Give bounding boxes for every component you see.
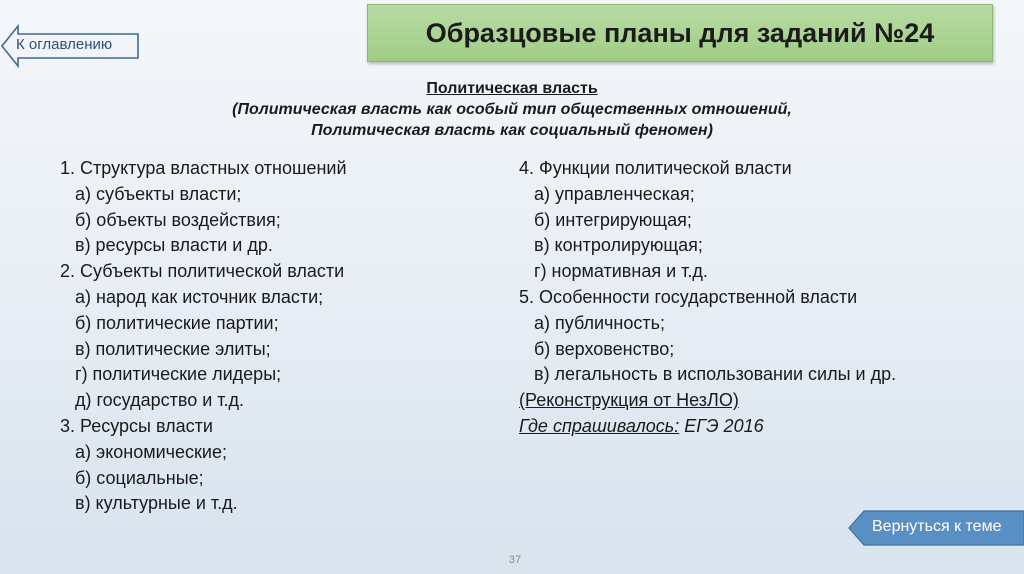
plan-subpoint: б) интегрирующая; bbox=[534, 209, 692, 230]
topic-line-2: Политическая власть как социальный феномен) bbox=[311, 122, 713, 139]
plan-subpoint: д) государство и т.д. bbox=[75, 390, 245, 411]
plan-subpoint: а) экономические; bbox=[75, 441, 227, 462]
plan-point: 1. Структура властных отношений bbox=[60, 158, 347, 178]
topic-header bbox=[150, 78, 874, 141]
plan-point: 2. Субъекты политической власти bbox=[60, 261, 345, 282]
plan-subpoint: б) политические партии; bbox=[75, 312, 279, 333]
plan-subpoint: в) культурные и т.д. bbox=[75, 493, 238, 514]
plan-subpoint: а) публичность; bbox=[534, 312, 665, 333]
exam-source-value: ЕГЭ 2016 bbox=[679, 415, 764, 436]
plan-subpoint: в) легальность в использовании силы и др. bbox=[534, 364, 897, 385]
topic-line-1: (Политическая власть как особый тип общественных отношений, bbox=[232, 101, 792, 118]
plan-subpoint: а) народ как источник власти; bbox=[75, 286, 324, 307]
reconstruction-credit: (Реконструкция от НезЛО) bbox=[519, 390, 739, 411]
return-to-topic-button[interactable] bbox=[848, 510, 1024, 546]
back-to-contents-label: К оглавлению bbox=[16, 36, 113, 53]
plan-subpoint: в) ресурсы власти и др. bbox=[75, 235, 273, 256]
plan-subpoint: в) контролирующая; bbox=[534, 235, 703, 256]
plan-point: 5. Особенности государственной власти bbox=[519, 286, 858, 307]
plan-subpoint: а) управленческая; bbox=[534, 183, 695, 204]
plan-subpoint: б) социальные; bbox=[75, 467, 204, 488]
back-to-contents-button[interactable] bbox=[0, 22, 140, 70]
plan-point: 3. Ресурсы власти bbox=[60, 415, 213, 436]
return-to-topic-label: Вернуться к теме bbox=[872, 518, 1002, 535]
plan-right-column bbox=[519, 156, 999, 440]
plan-subpoint: б) объекты воздействия; bbox=[75, 209, 281, 230]
title-banner bbox=[367, 4, 993, 62]
plan-subpoint: г) нормативная и т.д. bbox=[534, 261, 708, 282]
plan-left-column bbox=[60, 156, 500, 517]
plan-subpoint: г) политические лидеры; bbox=[75, 364, 282, 385]
plan-subpoint: а) субъекты власти; bbox=[75, 183, 242, 204]
plan-subpoint: в) политические элиты; bbox=[75, 338, 271, 359]
topic-heading: Политическая власть bbox=[426, 80, 598, 97]
page-number: 37 bbox=[508, 554, 522, 566]
exam-source bbox=[519, 414, 999, 440]
exam-source-label: Где спрашивалось: bbox=[519, 415, 680, 436]
plan-subpoint: б) верховенство; bbox=[534, 338, 675, 359]
plan-point: 4. Функции политической власти bbox=[519, 158, 792, 178]
page-title: Образцовые планы для заданий №24 bbox=[425, 17, 935, 48]
